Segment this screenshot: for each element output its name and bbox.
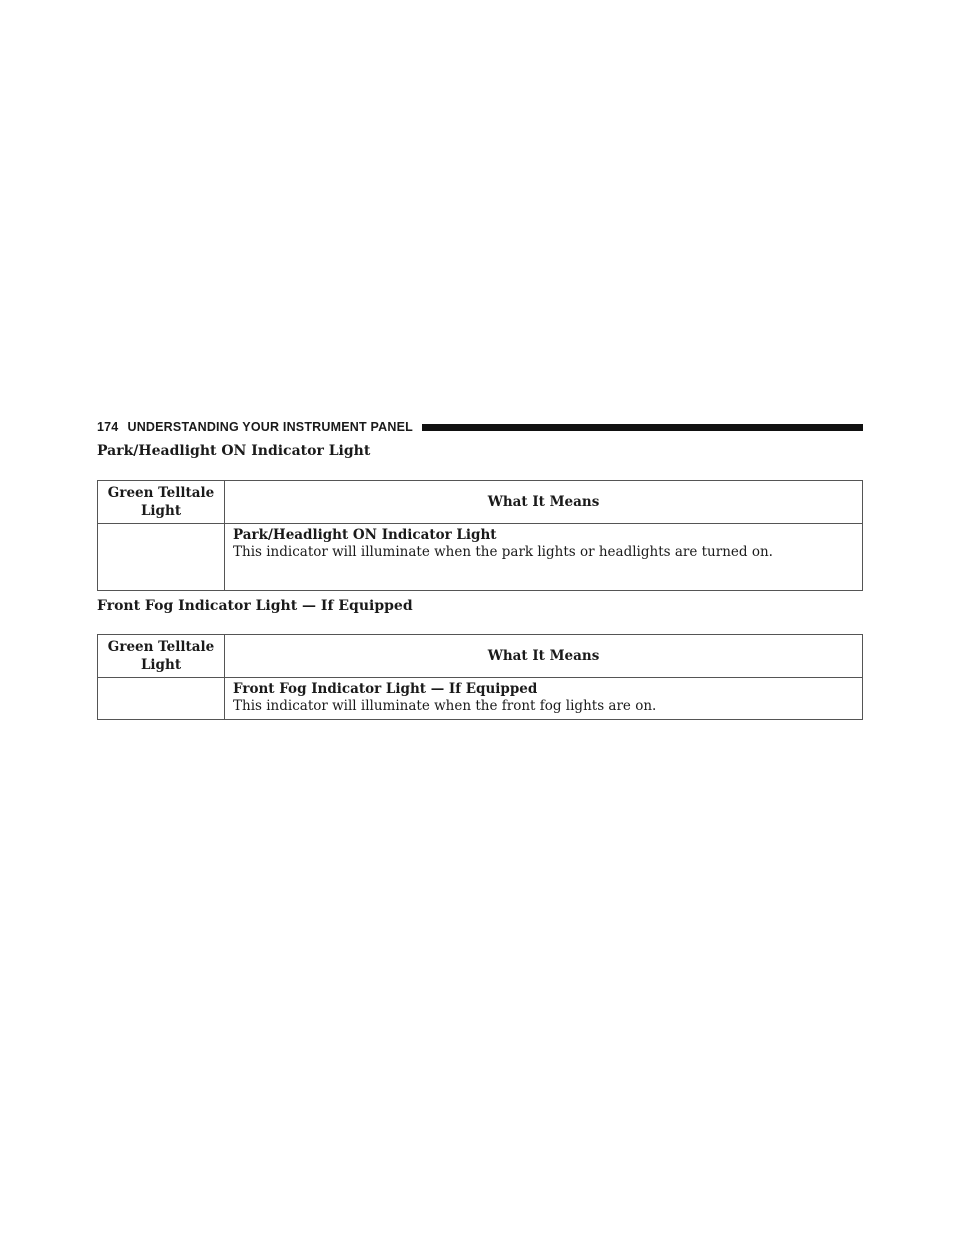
telltale-light-cell (98, 524, 225, 591)
section-heading-park-headlight: Park/Headlight ON Indicator Light (97, 443, 371, 459)
page-number: 174 (97, 420, 119, 434)
col-header-telltale: Green Telltale Light (98, 635, 225, 678)
table-row (98, 524, 863, 591)
meaning-title: Park/Headlight ON Indicator Light (233, 527, 497, 543)
meaning-text: This indicator will illuminate when the park lights or headlights are turned on. (233, 544, 773, 560)
table-header-row (98, 481, 863, 524)
meaning-cell (225, 678, 863, 720)
section-heading-front-fog: Front Fog Indicator Light — If Equipped (97, 598, 413, 614)
meaning-cell (225, 524, 863, 591)
table-row (98, 678, 863, 720)
meaning-text: This indicator will illuminate when the front fog lights are on. (233, 698, 657, 714)
meaning-title: Front Fog Indicator Light — If Equipped (233, 681, 538, 697)
col-header-meaning: What It Means (225, 481, 863, 524)
park-headlight-table (97, 480, 863, 591)
running-title: UNDERSTANDING YOUR INSTRUMENT PANEL (127, 420, 413, 434)
col-header-meaning: What It Means (225, 635, 863, 678)
front-fog-table (97, 634, 863, 720)
col-header-telltale: Green Telltale Light (98, 481, 225, 524)
telltale-light-cell (98, 678, 225, 720)
table-header-row (98, 635, 863, 678)
header-rule (422, 424, 863, 431)
page-header (97, 419, 863, 435)
